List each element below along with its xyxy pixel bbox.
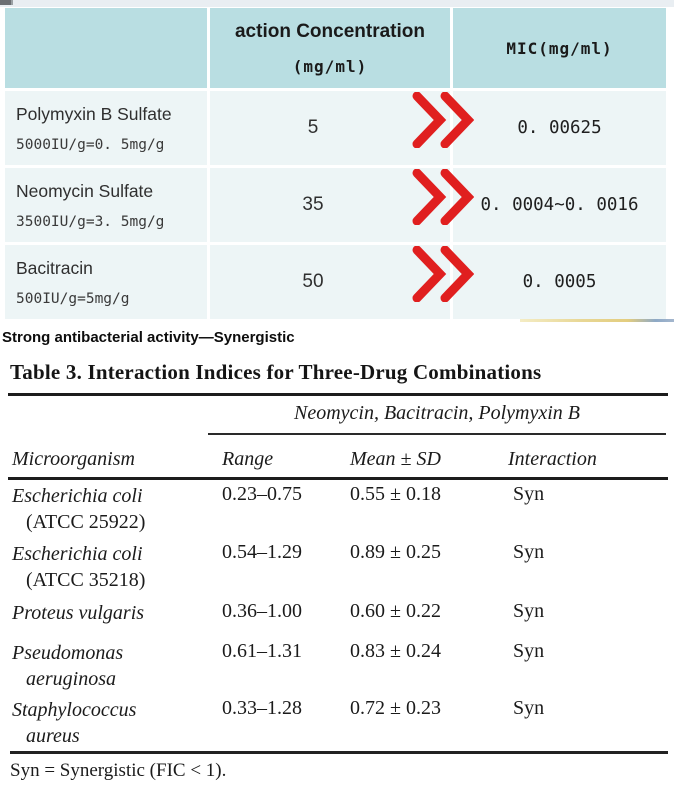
header-mic-label: MIC(mg/ml)	[506, 38, 613, 58]
microorganism-name: Proteus vulgaris	[12, 602, 145, 624]
mean-value: 0.83 ± 0.24	[350, 640, 441, 662]
corner-ui-fragment	[0, 0, 13, 5]
header-concentration-label: action Concentration	[234, 20, 425, 42]
mic-value: 0. 0005	[453, 245, 666, 319]
header-mic	[453, 8, 666, 88]
concentration-value: 50	[210, 245, 450, 319]
rule-top	[8, 393, 668, 396]
antibiotic-table	[5, 8, 666, 319]
double-chevron-icon	[412, 246, 474, 302]
colhead-microorganism: Microorganism	[12, 448, 135, 470]
mean-value: 0.55 ± 0.18	[350, 483, 441, 505]
mic-value: 0. 0004~0. 0016	[453, 168, 666, 242]
range-value: 0.33–1.28	[222, 697, 302, 719]
range-value: 0.61–1.31	[222, 640, 302, 662]
interaction-value: Syn	[513, 541, 545, 563]
header-concentration-unit: (mg/ml)	[292, 56, 368, 76]
rule-header	[8, 477, 668, 480]
window-top-strip	[0, 0, 674, 7]
interaction-value: Syn	[513, 697, 545, 719]
concentration-value: 5	[210, 91, 450, 165]
drug-cell-bacitracin	[5, 245, 207, 319]
mean-value: 0.60 ± 0.22	[350, 600, 441, 622]
interaction-value: Syn	[513, 640, 545, 662]
microorganism-name: Pseudomonas aeruginosa	[12, 642, 124, 690]
mean-value: 0.89 ± 0.25	[350, 541, 441, 563]
drug-cell-neomycin	[5, 168, 207, 242]
colhead-range: Range	[222, 448, 274, 470]
drug-name: Neomycin Sulfate	[16, 180, 154, 201]
colhead-mean: Mean ± SD	[350, 448, 441, 470]
range-value: 0.36–1.00	[222, 600, 302, 622]
microorganism-name: Escherichia coli (ATCC 25922)	[12, 485, 146, 533]
mic-value: 0. 00625	[453, 91, 666, 165]
colhead-interaction: Interaction	[508, 448, 597, 470]
header-concentration	[210, 8, 450, 88]
drug-detail: 3500IU/g=3. 5mg/g	[16, 213, 165, 230]
header-empty-cell	[5, 8, 207, 88]
table3-footnote: Syn = Synergistic (FIC < 1).	[10, 760, 227, 781]
interaction-value: Syn	[513, 600, 545, 622]
rule-bottom	[10, 751, 668, 754]
table3-title: Table 3. Interaction Indices for Three-Drug Combinations	[10, 360, 542, 384]
drug-cell-polymyxin	[5, 91, 207, 165]
concentration-value: 35	[210, 168, 450, 242]
drug-detail: 500IU/g=5mg/g	[16, 290, 130, 307]
paper-table3	[0, 352, 674, 790]
double-chevron-icon	[412, 92, 474, 148]
interaction-value: Syn	[513, 483, 545, 505]
drug-name: Bacitracin	[16, 257, 93, 278]
double-chevron-icon	[412, 169, 474, 225]
rule-spanner	[208, 433, 666, 435]
mean-value: 0.72 ± 0.23	[350, 697, 441, 719]
microorganism-name: Staphylococcus aureus	[12, 699, 137, 747]
caption-text: Strong antibacterial activity—Synergistic	[2, 329, 295, 346]
spanner-heading: Neomycin, Bacitracin, Polymyxin B	[293, 402, 580, 424]
drug-name: Polymyxin B Sulfate	[16, 103, 172, 124]
slide-accent-line	[520, 319, 674, 322]
range-value: 0.54–1.29	[222, 541, 302, 563]
microorganism-name: Escherichia coli (ATCC 35218)	[12, 543, 146, 591]
range-value: 0.23–0.75	[222, 483, 302, 505]
drug-detail: 5000IU/g=0. 5mg/g	[16, 136, 165, 153]
